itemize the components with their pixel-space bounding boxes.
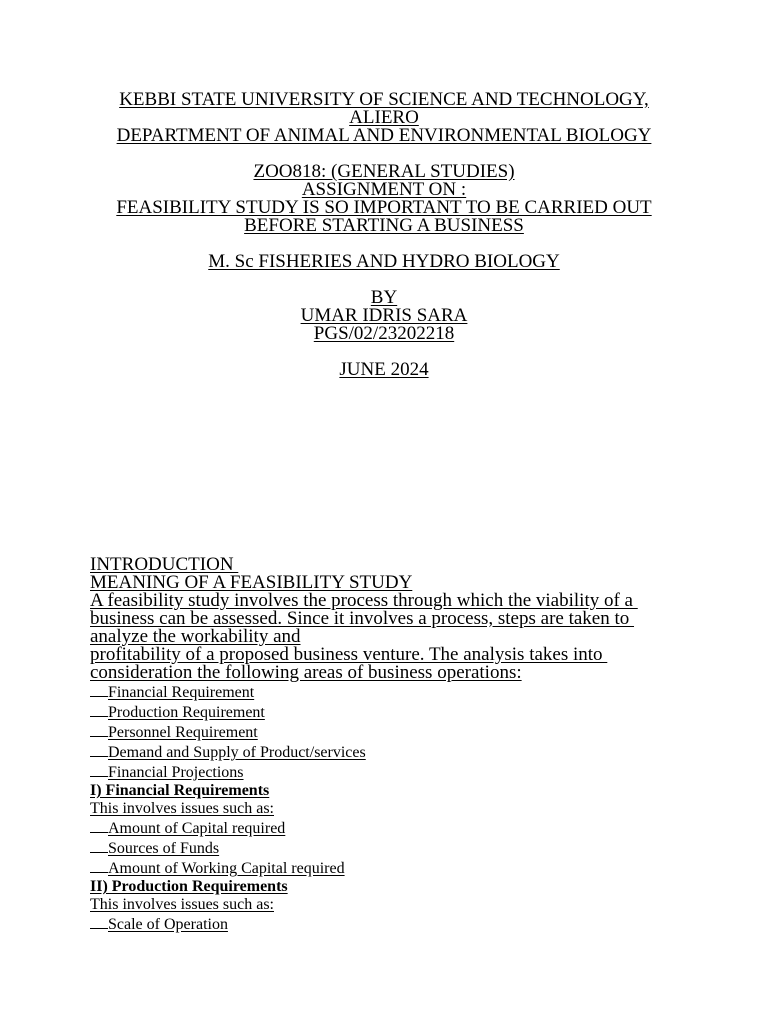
paragraph-line-text: profitability of a proposed business venture. The analysis takes into [90,644,608,665]
list-item [90,722,680,742]
list-item-indent [90,838,108,853]
assignment-label-text: ASSIGNMENT ON : [301,179,467,200]
author-text: UMAR IDRIS SARA [300,305,468,326]
financial-heading [90,782,680,800]
reg-no-line [90,325,678,343]
list-item-text: Amount of Working Capital required [108,860,345,877]
production-list [90,914,680,934]
list-item [90,702,680,722]
list-item-indent [90,682,108,697]
paragraph-line-text: consideration the following areas of business operations: [90,662,522,683]
date-line [90,361,678,379]
course-text: ZOO818: (GENERAL STUDIES) [253,161,515,182]
areas-list [90,682,680,782]
list-item-text: Production Requirement [108,704,265,721]
financial-list [90,818,680,878]
topic-line-2 [90,217,678,235]
list-item-indent [90,914,108,929]
paragraph-line-text: A feasibility study involves the process through which the viability of a [90,590,638,611]
university-line-2-text: ALIERO [349,107,419,128]
list-item-text: Personnel Requirement [108,724,258,741]
list-item-text: Sources of Funds [108,840,220,857]
list-item-indent [90,722,108,737]
department-line [90,127,678,145]
financial-intro-text: This involves issues such as: [90,800,274,817]
department-text: DEPARTMENT OF ANIMAL AND ENVIRONMENTAL BIOLOGY [116,125,652,146]
production-heading-text: II) Production Requirements [90,878,288,895]
list-item-indent [90,762,108,777]
topic-line-1-text: FEASIBILITY STUDY IS SO IMPORTANT TO BE CARRIED OUT [116,197,652,218]
by-text: BY [370,287,398,308]
intro-heading-text: INTRODUCTION [90,554,239,575]
paragraph-line [90,664,680,682]
paragraph-line-text: analyze the workability and [90,626,301,647]
date-text: JUNE 2024 [339,359,429,380]
reg-no-text: PGS/02/23202218 [313,323,455,344]
list-item-indent [90,742,108,757]
list-item-text: Financial Requirement [108,684,255,701]
paragraph-line-text: business can be assessed. Since it involves a process, steps are taken to [90,608,635,629]
list-item [90,682,680,702]
title-page-block [90,91,678,379]
list-item-text: Demand and Supply of Product/services [108,744,366,761]
financial-intro [90,800,680,818]
document-body [90,556,680,934]
list-item-indent [90,702,108,717]
topic-line-2-text: BEFORE STARTING A BUSINESS [244,215,524,236]
list-item-text: Scale of Operation [108,916,228,933]
programme-line [90,253,678,271]
production-heading [90,878,680,896]
list-item [90,858,680,878]
production-intro [90,896,680,914]
list-item-text: Financial Projections [108,764,244,781]
list-item [90,818,680,838]
list-item-text: Amount of Capital required [108,820,286,837]
production-intro-text: This involves issues such as: [90,896,274,913]
list-item [90,762,680,782]
university-line-1-text: KEBBI STATE UNIVERSITY OF SCIENCE AND TECHNOLOGY, [119,89,649,110]
list-item [90,742,680,762]
list-item [90,914,680,934]
programme-text: M. Sc FISHERIES AND HYDRO BIOLOGY [208,251,560,272]
financial-heading-text: I) Financial Requirements [90,782,270,799]
list-item-indent [90,858,108,873]
list-item [90,838,680,858]
intro-paragraph [90,592,680,682]
meaning-heading-text: MEANING OF A FEASIBILITY STUDY [90,572,413,593]
list-item-indent [90,818,108,833]
